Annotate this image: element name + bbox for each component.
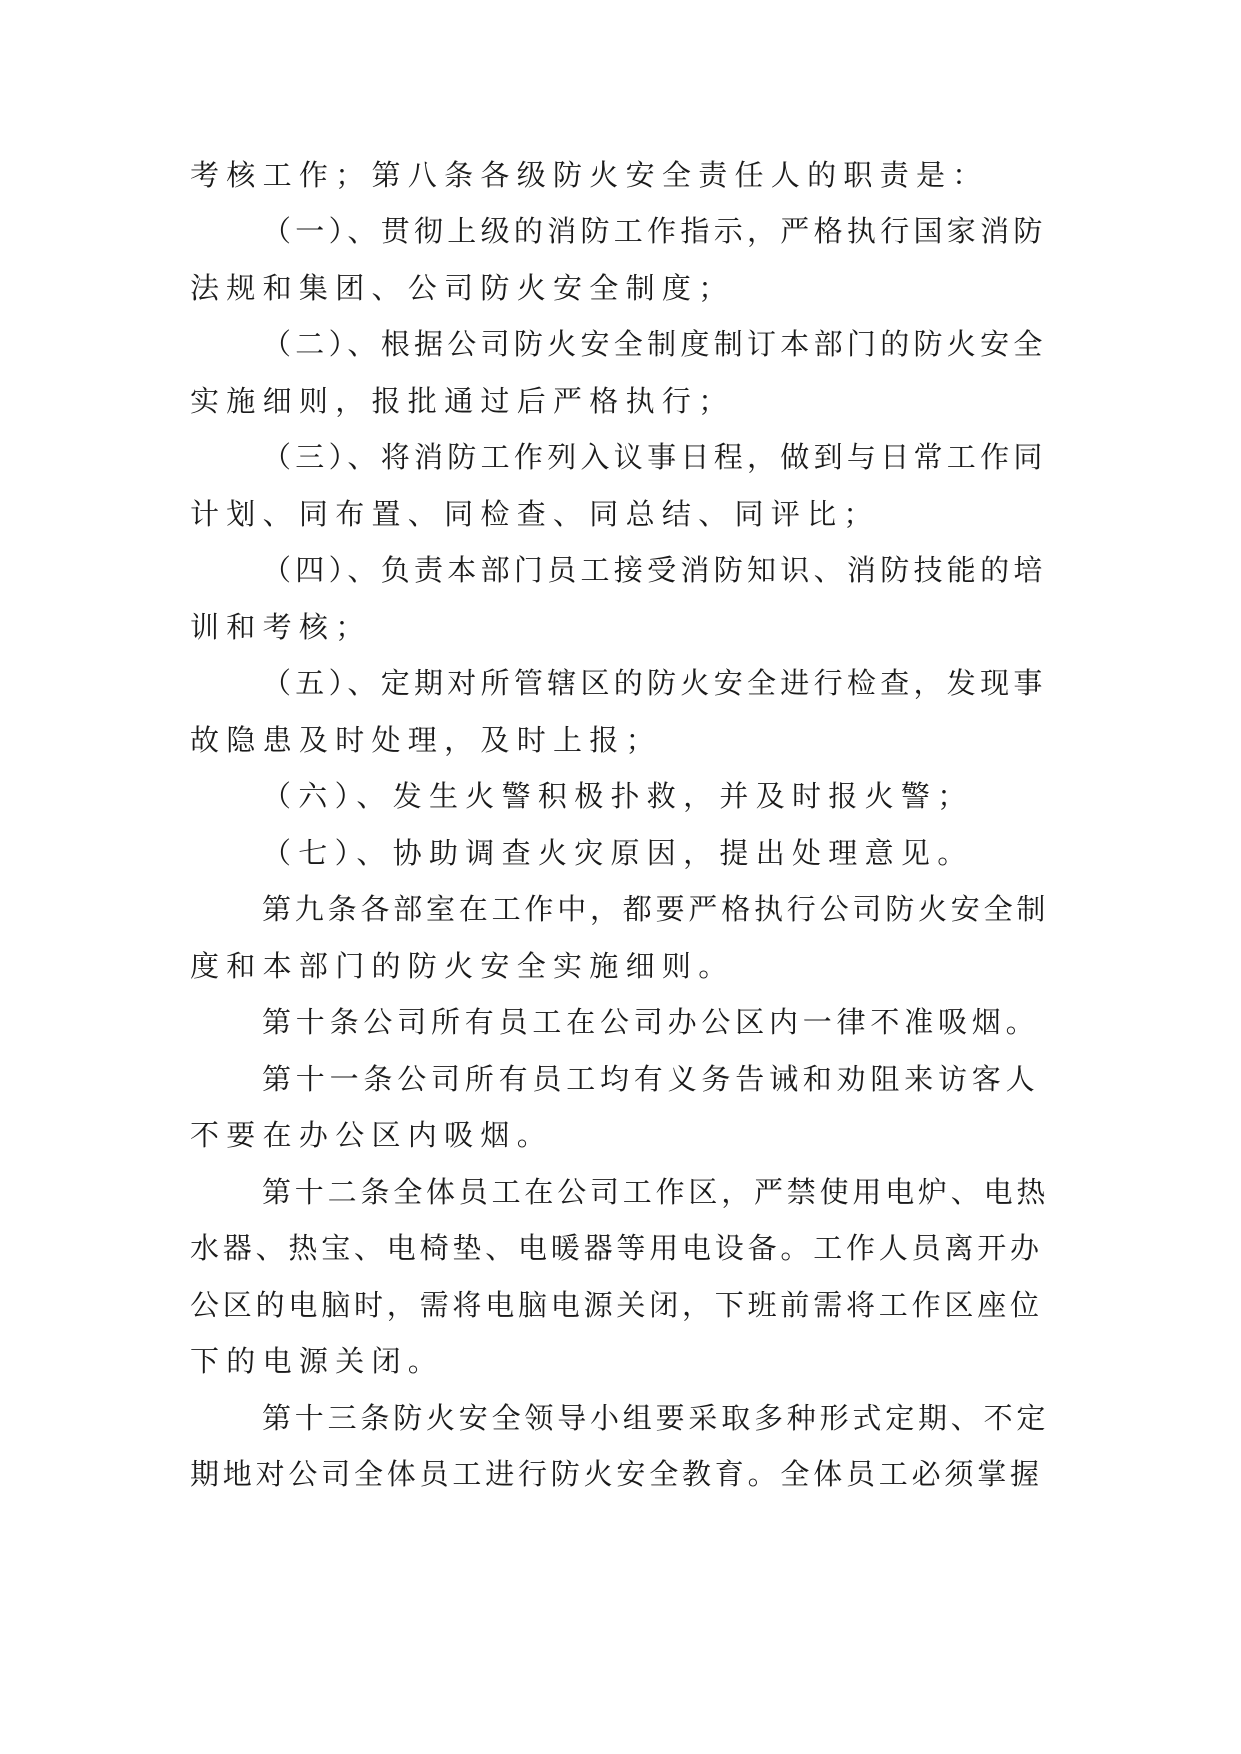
text-line: 第十二条全体员工在公司工作区，严禁使用电炉、电热 <box>262 1175 1050 1209</box>
text-line: 故隐患及时处理，及时上报； <box>190 723 662 757</box>
text-line: 考核工作；第八条各级防火安全责任人的职责是： <box>190 158 989 192</box>
text-line: （二）、根据公司防火安全制度制订本部门的防火安全 <box>262 327 1047 361</box>
text-line: 公区的电脑时，需将电脑电源关闭，下班前需将工作区座位 <box>190 1288 1043 1322</box>
text-line: （三）、将消防工作列入议事日程，做到与日常工作同 <box>262 440 1047 474</box>
text-line: 期地对公司全体员工进行防火安全教育。全体员工必须掌握 <box>190 1457 1043 1491</box>
text-line: 第十一条公司所有员工均有义务告诫和劝阻来访客人 <box>262 1062 1040 1096</box>
text-line: （五）、定期对所管辖区的防火安全进行检查，发现事 <box>262 666 1047 700</box>
text-line: 计划、同布置、同检查、同总结、同评比； <box>190 497 880 531</box>
text-line: 水器、热宝、电椅垫、电暖器等用电设备。工作人员离开办 <box>190 1231 1043 1265</box>
text-line: 第十条公司所有员工在公司办公区内一律不准吸烟。 <box>262 1005 1040 1039</box>
text-line: （六）、发生火警积极扑救，并及时报火警； <box>262 779 974 813</box>
text-line: 下的电源关闭。 <box>190 1344 445 1378</box>
text-line: （一）、贯彻上级的消防工作指示，严格执行国家消防 <box>262 214 1047 248</box>
text-line: （七）、协助调查火灾原因，提出处理意见。 <box>262 836 974 870</box>
text-line: 训和考核； <box>190 610 372 644</box>
text-line: 实施细则，报批通过后严格执行； <box>190 384 735 418</box>
text-line: 法规和集团、公司防火安全制度； <box>190 271 735 305</box>
text-line: 第十三条防火安全领导小组要采取多种形式定期、不定 <box>262 1401 1050 1435</box>
text-line: 第九条各部室在工作中，都要严格执行公司防火安全制 <box>262 892 1050 926</box>
text-line: 不要在办公区内吸烟。 <box>190 1118 554 1152</box>
text-line: 度和本部门的防火安全实施细则。 <box>190 949 735 983</box>
text-line: （四）、负责本部门员工接受消防知识、消防技能的培 <box>262 553 1047 587</box>
